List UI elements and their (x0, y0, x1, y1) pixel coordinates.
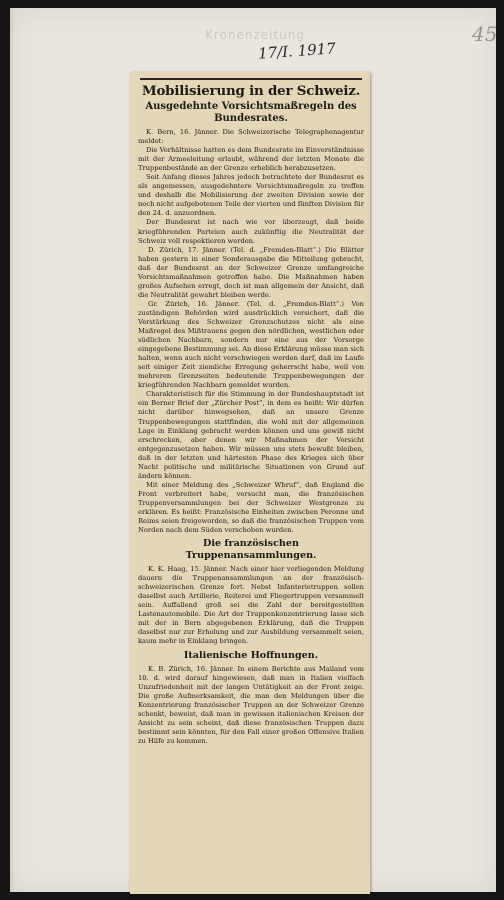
article-paragraph: Der Bundesrat ist nach wie vor überzeugt, daß beide kriegführenden Parteien auch zukünftig die Neutralität der Schweiz voll respektieren werden. (138, 218, 364, 245)
article-paragraph: Charakteristisch für die Stimmung in der Bundeshauptstadt ist ein Berner Brief der „Zürcher Post“, in dem es heißt: Wir dürfen nicht darüber hinwegsehen, daß an unsere Grenze Truppenbewegungen stattfinden, die wohl mit der allgemeinen Lage in Einklang gebracht werden können und uns gewiß nicht erschrecken, aber denen wir Maßnahmen der Vorsicht entgegenzusetzen haben. Wir müssen uns stets bewußt bleiben, daß in der letzten und härtesten Phase des Krieges sich über Nacht politische und militärische Situationen von Grund auf ändern können. (138, 390, 364, 480)
article-paragraph: K. Bern, 16. Jänner. Die Schweizerische Telegraphenagentur meldet: (138, 128, 364, 146)
article-paragraph: Gr. Zürich, 16. Jänner. (Tel. d. „Fremden-Blatt“.) Von zuständigen Behörden wird ausdrücklich versichert, daß die Verstärkung des Schweizer Grenzschutzes nicht als eine Maßregel des Mißtrauens gegen den nördlichen, westlichen oder südlichen Nachbarn, sondern nur eine aus der Vorsorge eingegebene Bestimmung sei. An diese Erklärung müsse man sich halten, wenn auch nicht verschwiegen werden darf, daß im Laufe seit einiger Zeit ziemliche Erregung geherrscht habe, weil von mehreren Grenzseiten bedeutende Truppenbewegungen der kriegführenden Nachbarn gemeldet wurden. (138, 299, 364, 390)
handwritten-date: 17/I. 1917 (257, 39, 337, 63)
top-rule (140, 78, 362, 80)
sheet-edge (10, 8, 13, 892)
newspaper-clipping (130, 72, 370, 894)
section-heading: Die französischen Truppenansammlungen. (185, 538, 317, 562)
article-subheadline: Ausgedehnte Vorsichtsmaßregeln des Bundesrates. (145, 101, 357, 124)
section-heading: Italienische Hoffnungen. (183, 649, 319, 661)
article-paragraph: Die Verhältnisse hatten es dem Bundesrate im Einverständnisse mit der Armeeleitung erlaubt, während der letzten Monate die Truppenbestände an der Grenze erheblich herabzusetzen. (138, 146, 364, 173)
article-paragraph: Mit einer Meldung des „Schweizer Wbruf“, daß England die Front verbreitert habe, versucht man, die französischen Truppenversammlungen bei der Schweizer Westgrenze zu erklären. Es heißt: Französische Einheiten zwischen Peronne und Reims seien freigeworden, so daß die französischen Truppen vom Norden nach dem Süden verschoben wurden. (138, 480, 364, 535)
article-paragraph: Seit Anfang dieses Jahres jedoch betrachtete der Bundesrat es als angemessen, ausgedehntere Vorsichtsmaßregeln zu treffen und deshalb die Mobilisierung der zweiten Division sowie der noch nicht aufgebotenen Teile der vierten und fünften Division für den 24. d. anzuordnen. (138, 173, 364, 218)
faded-stamp: Kronenzeitung (205, 28, 306, 42)
article-headline: Mobilisierung in der Schweiz. (141, 83, 361, 99)
page-number: 45 (472, 22, 498, 46)
article-paragraph: D. Zürich, 17. Jänner. (Tel. d. „Fremden-Blatt“.) Die Blätter haben gestern in einer Sonderausgabe die Mitteilung gebracht, daß der Bundesrat an der Schweizer Grenze umfangreiche Vorsichtsmaßnahmen getroffen habe. Die Maßnahmen haben großes Aufsehen erregt, doch ist man allgemein der Ansicht, daß die Neutralität gewahrt bleiben werde. (138, 245, 364, 299)
article-paragraph: K. K. Haag, 15. Jänner. Nach einer hier vorliegenden Meldung dauern die Truppenansammlungen an der französisch-schweizerischen Grenze fort. Nebst Infanterietruppen sollen daselbst auch Artillerie, Reiterei und Fliegertruppen versammelt sein. Auffallend groß sei die Zahl der bereitgestellten Lastenautomobile. Die Art der Truppenkonzentrierung lasse sich mit der in Bern abgegebenen Erklärung, daß die Truppen daselbst nur zur Erholung und zur Ausbildung versammelt seien, kaum mehr in Einklang bringen. (138, 565, 364, 646)
article-paragraph: K. B. Zürich, 16. Jänner. In einem Berichte aus Mailand vom 10. d. wird darauf hingewiesen, daß man in Italien vielfach Unzufriedenheit mit der langen Untätigkeit an der Front zeige. Die große Aufmerksamkeit, die man den Meldungen über die Konzentrierung französischer Truppen an der Schweizer Grenze schenkt, beweist, daß man in gewissen italienischen Kreisen der Ansicht zu sein scheint, daß diese französischen Truppen dazu bestimmt sein könnten, für den Fall einer großen Offensive Italien zu Hilfe zu kommen. (138, 664, 364, 745)
